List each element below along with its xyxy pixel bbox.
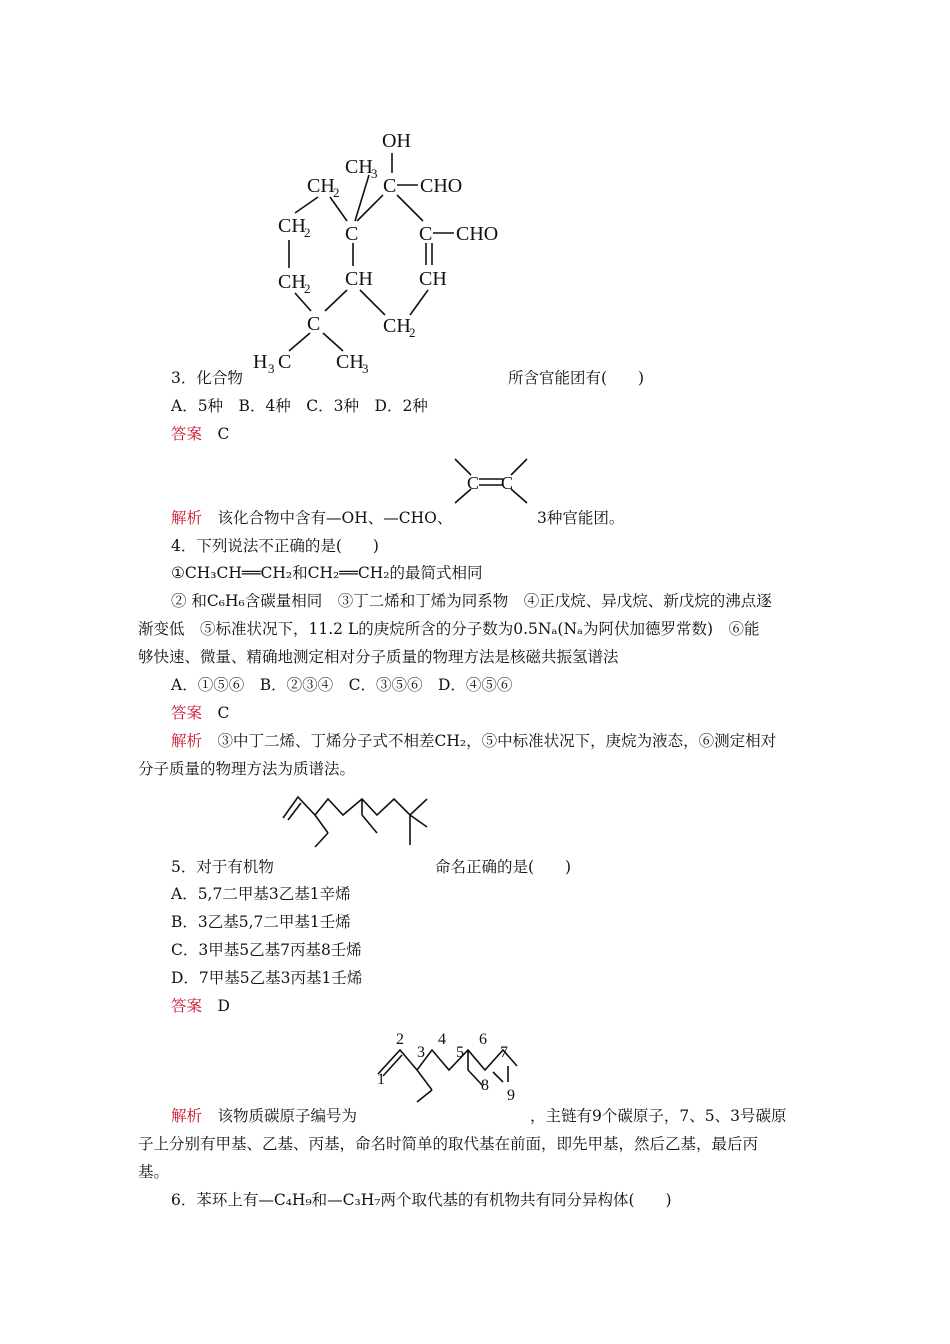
q5-skeletal-structure bbox=[280, 793, 435, 855]
svg-text:3: 3 bbox=[268, 361, 275, 376]
q4-stem: 4．下列说法不正确的是( ) bbox=[171, 537, 379, 555]
mol-label-c-right: C bbox=[419, 223, 433, 245]
mol-label-ch2-a: CH bbox=[307, 175, 335, 197]
carbon-number: 3 bbox=[417, 1044, 425, 1061]
q3-analysis-suffix: 3种官能团。 bbox=[537, 509, 625, 527]
answer-label: 答案 bbox=[171, 997, 203, 1015]
q3-molecule-structure bbox=[245, 125, 515, 380]
mol-label-ch-mid: CH bbox=[345, 268, 373, 290]
q5-option-b: B．3乙基5,7二甲基1壬烯 bbox=[171, 913, 351, 931]
svg-text:2: 2 bbox=[409, 325, 416, 340]
answer-value: C bbox=[217, 425, 230, 443]
q5-option-c: C．3甲基5乙基7丙基8壬烯 bbox=[171, 941, 362, 959]
svg-text:2: 2 bbox=[304, 281, 311, 296]
mol-label-c-top: C bbox=[383, 175, 397, 197]
q4-analysis-line: 分子质量的物理方法为质谱法。 bbox=[138, 760, 356, 778]
q3-answer bbox=[171, 424, 229, 444]
mol-label-ch3-b: CH bbox=[336, 351, 364, 373]
q5-answer bbox=[171, 996, 230, 1016]
carbon-number: 4 bbox=[438, 1031, 446, 1048]
q6-stem: 6．苯环上有—C₄H₉和—C₃H₇两个取代基的有机物共有同分异构体( ) bbox=[171, 1191, 672, 1209]
q3-stem-suffix: 所含官能团有( ) bbox=[508, 369, 645, 387]
mol-label-ch-right: CH bbox=[419, 268, 447, 290]
svg-text:2: 2 bbox=[304, 225, 311, 240]
q5-option-d: D．7甲基5乙基3丙基1壬烯 bbox=[171, 969, 363, 987]
q4-options: A．①⑤⑥ B．②③④ C．③⑤⑥ D．④⑤⑥ bbox=[171, 676, 513, 694]
mol-label-ch2-d: CH bbox=[383, 315, 411, 337]
mol-label-cho-2: CHO bbox=[456, 223, 499, 245]
q4-statement-line: 渐变低 ⑤标准状况下，11.2 L的庚烷所含的分子数为0.5Nₐ(Nₐ为阿伏加德罗常数) ⑥能 bbox=[138, 620, 760, 638]
q3-alkene-structure bbox=[447, 455, 537, 510]
mol-label-oh: OH bbox=[382, 130, 411, 152]
mol-label-ch3: CH bbox=[345, 156, 373, 178]
alkene-c-right: C bbox=[501, 473, 514, 493]
alkene-c-left: C bbox=[467, 473, 480, 493]
q3-options: A．5种 B．4种 C．3种 D．2种 bbox=[171, 397, 428, 415]
svg-text:3: 3 bbox=[362, 361, 369, 376]
carbon-number: 6 bbox=[479, 1031, 487, 1048]
analysis-label: 解析 bbox=[171, 1107, 203, 1125]
answer-value: D bbox=[217, 997, 230, 1015]
carbon-number: 7 bbox=[500, 1044, 508, 1061]
svg-text:2: 2 bbox=[333, 185, 340, 200]
q4-statement-line: ② 和C₆H₆含碳量相同 ③丁二烯和丁烯为同系物 ④正戊烷、异戊烷、新戊烷的沸点逐 bbox=[171, 592, 772, 610]
q5-analysis-line: 子上分别有甲基、乙基、丙基，命名时简单的取代基在前面，即先甲基，然后乙基，最后丙 bbox=[138, 1135, 759, 1153]
analysis-label: 解析 bbox=[171, 509, 203, 527]
q4-answer bbox=[171, 703, 229, 723]
carbon-number: 2 bbox=[396, 1031, 404, 1048]
q5-stem-prefix: 5．对于有机物 bbox=[171, 858, 274, 876]
mol-label-cho-1: CHO bbox=[420, 175, 463, 197]
q3-stem-prefix: 3．化合物 bbox=[171, 369, 243, 387]
q4-statement-line: 够快速、微量、精确地测定相对分子质量的物理方法是核磁共振氢谱法 bbox=[138, 648, 619, 666]
carbon-number: 1 bbox=[377, 1071, 385, 1088]
carbon-number: 5 bbox=[456, 1044, 464, 1061]
mol-label-c-bottom: C bbox=[307, 313, 321, 335]
q5-analysis-line: 基。 bbox=[138, 1163, 170, 1181]
svg-text:C: C bbox=[278, 351, 292, 373]
q3-analysis: 解析 该化合物中含有—OH、—CHO、 bbox=[171, 509, 453, 527]
mol-label-ch2-c: CH bbox=[278, 271, 306, 293]
q5-analysis-suffix: ，主链有9个碳原子，7、5、3号碳原 bbox=[530, 1107, 787, 1125]
mol-label-h3c: H bbox=[253, 351, 268, 373]
q4-statement-line: ①CH₃CH══CH₂和CH₂══CH₂的最简式相同 bbox=[171, 564, 483, 582]
q5-analysis: 解析 该物质碳原子编号为 bbox=[171, 1107, 358, 1125]
mol-label-ch2-b: CH bbox=[278, 215, 306, 237]
analysis-label: 解析 bbox=[171, 732, 203, 750]
carbon-number: 8 bbox=[481, 1077, 489, 1094]
q5-option-a: A．5,7二甲基3乙基1辛烯 bbox=[171, 885, 351, 903]
answer-label: 答案 bbox=[171, 704, 203, 722]
q4-analysis: 解析 ③中丁二烯、丁烯分子式不相差CH₂，⑤中标准状况下，庚烷为液态，⑥测定相对 bbox=[171, 732, 777, 750]
mol-label-c-center: C bbox=[345, 223, 359, 245]
q5-numbered-structure bbox=[370, 1020, 530, 1106]
q5-stem-suffix: 命名正确的是( ) bbox=[435, 858, 572, 876]
answer-label: 答案 bbox=[171, 425, 203, 443]
q3-stem bbox=[171, 368, 243, 388]
answer-value: C bbox=[217, 704, 230, 722]
svg-text:3: 3 bbox=[371, 166, 378, 181]
carbon-number: 9 bbox=[507, 1087, 515, 1104]
